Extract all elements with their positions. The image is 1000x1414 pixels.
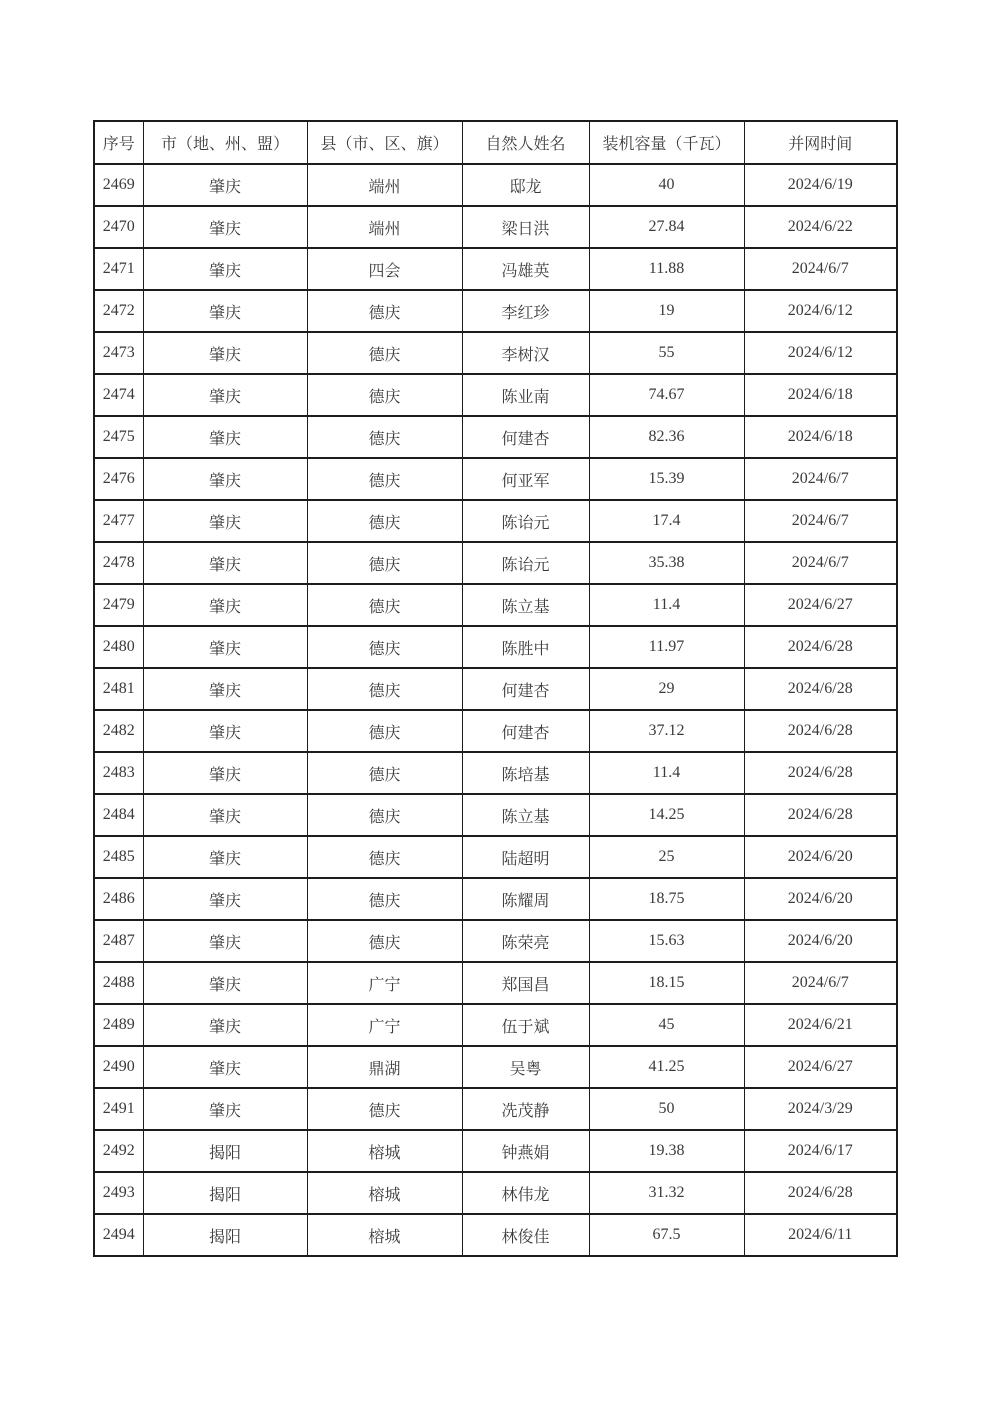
table-row — [94, 1214, 897, 1256]
table-cell: 德庆 — [307, 584, 462, 626]
table-cell: 17.4 — [589, 500, 744, 542]
table-row — [94, 248, 897, 290]
table-cell: 2485 — [94, 836, 143, 878]
table-cell: 德庆 — [307, 626, 462, 668]
table-cell: 肇庆 — [143, 836, 307, 878]
table-cell: 2024/6/19 — [744, 164, 897, 206]
table-cell: 2024/6/20 — [744, 920, 897, 962]
col-header-person-name: 自然人姓名 — [462, 121, 589, 164]
table-row — [94, 332, 897, 374]
table-cell: 鼎湖 — [307, 1046, 462, 1088]
table-cell: 2024/6/7 — [744, 500, 897, 542]
table-cell: 2024/6/12 — [744, 332, 897, 374]
table-cell: 2491 — [94, 1088, 143, 1130]
table-cell: 德庆 — [307, 710, 462, 752]
table-cell: 吴粤 — [462, 1046, 589, 1088]
table-cell: 74.67 — [589, 374, 744, 416]
table-cell: 29 — [589, 668, 744, 710]
table-cell: 67.5 — [589, 1214, 744, 1256]
table-row — [94, 500, 897, 542]
table-cell: 2476 — [94, 458, 143, 500]
header-row — [94, 121, 897, 164]
table-row — [94, 962, 897, 1004]
table-cell: 11.88 — [589, 248, 744, 290]
table-cell: 2024/6/28 — [744, 794, 897, 836]
table-body — [94, 164, 897, 1256]
table-row — [94, 206, 897, 248]
table-cell: 端州 — [307, 206, 462, 248]
table-cell: 端州 — [307, 164, 462, 206]
table-cell: 郑国昌 — [462, 962, 589, 1004]
table-cell: 德庆 — [307, 458, 462, 500]
table-cell: 2024/6/18 — [744, 374, 897, 416]
table-cell: 2490 — [94, 1046, 143, 1088]
table-cell: 2492 — [94, 1130, 143, 1172]
table-cell: 2493 — [94, 1172, 143, 1214]
table-cell: 肇庆 — [143, 668, 307, 710]
table-cell: 2024/6/28 — [744, 752, 897, 794]
table-cell: 19.38 — [589, 1130, 744, 1172]
table-row — [94, 458, 897, 500]
table-row — [94, 542, 897, 584]
table-row — [94, 584, 897, 626]
table-cell: 陈荣亮 — [462, 920, 589, 962]
table-cell: 德庆 — [307, 542, 462, 584]
table-cell: 陈立基 — [462, 584, 589, 626]
table-cell: 2494 — [94, 1214, 143, 1256]
table-cell: 肇庆 — [143, 206, 307, 248]
table-cell: 陈诒元 — [462, 500, 589, 542]
table-cell: 2475 — [94, 416, 143, 458]
table-row — [94, 164, 897, 206]
table-row — [94, 920, 897, 962]
table-cell: 德庆 — [307, 290, 462, 332]
table-cell: 冼茂静 — [462, 1088, 589, 1130]
table-cell: 11.97 — [589, 626, 744, 668]
table-cell: 陈立基 — [462, 794, 589, 836]
table-cell: 肇庆 — [143, 248, 307, 290]
table-cell: 15.63 — [589, 920, 744, 962]
table-cell: 揭阳 — [143, 1172, 307, 1214]
table-cell: 2024/6/7 — [744, 458, 897, 500]
table-row — [94, 416, 897, 458]
col-header-index: 序号 — [94, 121, 143, 164]
table-cell: 德庆 — [307, 416, 462, 458]
table-cell: 2024/6/28 — [744, 1172, 897, 1214]
table-row — [94, 1004, 897, 1046]
table-cell: 2488 — [94, 962, 143, 1004]
table-cell: 19 — [589, 290, 744, 332]
table-cell: 2024/6/27 — [744, 584, 897, 626]
col-header-city: 市（地、州、盟） — [143, 121, 307, 164]
table-row — [94, 668, 897, 710]
table-cell: 肇庆 — [143, 164, 307, 206]
table-row — [94, 878, 897, 920]
table-cell: 2024/6/7 — [744, 248, 897, 290]
table-cell: 40 — [589, 164, 744, 206]
table-cell: 2484 — [94, 794, 143, 836]
table-cell: 揭阳 — [143, 1130, 307, 1172]
table-cell: 德庆 — [307, 668, 462, 710]
table-cell: 德庆 — [307, 878, 462, 920]
table-cell: 林俊佳 — [462, 1214, 589, 1256]
table-cell: 45 — [589, 1004, 744, 1046]
table-cell: 2024/3/29 — [744, 1088, 897, 1130]
table-cell: 25 — [589, 836, 744, 878]
col-header-county: 县（市、区、旗） — [307, 121, 462, 164]
table-cell: 德庆 — [307, 920, 462, 962]
table-row — [94, 1088, 897, 1130]
table-row — [94, 1130, 897, 1172]
table-row — [94, 290, 897, 332]
table-cell: 钟燕娟 — [462, 1130, 589, 1172]
table-cell: 2473 — [94, 332, 143, 374]
table-cell: 陈胜中 — [462, 626, 589, 668]
table-cell: 2480 — [94, 626, 143, 668]
table-cell: 82.36 — [589, 416, 744, 458]
table-cell: 广宁 — [307, 962, 462, 1004]
table-cell: 肇庆 — [143, 500, 307, 542]
table-cell: 何建杏 — [462, 710, 589, 752]
table-cell: 德庆 — [307, 374, 462, 416]
table-cell: 50 — [589, 1088, 744, 1130]
table-cell: 德庆 — [307, 794, 462, 836]
table-cell: 2481 — [94, 668, 143, 710]
table-cell: 德庆 — [307, 1088, 462, 1130]
table-cell: 2024/6/17 — [744, 1130, 897, 1172]
table-cell: 陈培基 — [462, 752, 589, 794]
table-cell: 肇庆 — [143, 710, 307, 752]
table-cell: 肇庆 — [143, 374, 307, 416]
table-cell: 榕城 — [307, 1172, 462, 1214]
table-cell: 德庆 — [307, 500, 462, 542]
table-cell: 2024/6/7 — [744, 542, 897, 584]
table-cell: 27.84 — [589, 206, 744, 248]
table-cell: 2482 — [94, 710, 143, 752]
table-cell: 2024/6/18 — [744, 416, 897, 458]
table-cell: 2479 — [94, 584, 143, 626]
table-cell: 肇庆 — [143, 332, 307, 374]
table-cell: 肇庆 — [143, 794, 307, 836]
table-cell: 肇庆 — [143, 584, 307, 626]
table-cell: 冯雄英 — [462, 248, 589, 290]
table-cell: 肇庆 — [143, 458, 307, 500]
table-cell: 35.38 — [589, 542, 744, 584]
table-cell: 14.25 — [589, 794, 744, 836]
table-cell: 林伟龙 — [462, 1172, 589, 1214]
table-cell: 18.75 — [589, 878, 744, 920]
table-cell: 2024/6/7 — [744, 962, 897, 1004]
table-cell: 肇庆 — [143, 878, 307, 920]
table-cell: 何建杏 — [462, 416, 589, 458]
table-cell: 肇庆 — [143, 1046, 307, 1088]
table-cell: 2024/6/28 — [744, 626, 897, 668]
table-cell: 陈诒元 — [462, 542, 589, 584]
table-cell: 18.15 — [589, 962, 744, 1004]
table-cell: 2487 — [94, 920, 143, 962]
table-cell: 2024/6/28 — [744, 668, 897, 710]
table-cell: 2024/6/20 — [744, 836, 897, 878]
col-header-grid-date: 并网时间 — [744, 121, 897, 164]
table-row — [94, 374, 897, 416]
table-cell: 2469 — [94, 164, 143, 206]
table-cell: 李树汉 — [462, 332, 589, 374]
table-cell: 肇庆 — [143, 290, 307, 332]
table-row — [94, 1172, 897, 1214]
table-cell: 肇庆 — [143, 962, 307, 1004]
table-cell: 德庆 — [307, 752, 462, 794]
table-cell: 梁日洪 — [462, 206, 589, 248]
table-cell: 广宁 — [307, 1004, 462, 1046]
grid-connection-table — [93, 120, 898, 1257]
table-cell: 2489 — [94, 1004, 143, 1046]
table-cell: 陈业南 — [462, 374, 589, 416]
table-cell: 肇庆 — [143, 920, 307, 962]
table-cell: 陈耀周 — [462, 878, 589, 920]
table-cell: 2470 — [94, 206, 143, 248]
table-cell: 2024/6/22 — [744, 206, 897, 248]
table-cell: 2486 — [94, 878, 143, 920]
table-row — [94, 836, 897, 878]
table-cell: 肇庆 — [143, 1004, 307, 1046]
table-cell: 2477 — [94, 500, 143, 542]
table-cell: 2478 — [94, 542, 143, 584]
col-header-capacity: 装机容量（千瓦） — [589, 121, 744, 164]
table-row — [94, 752, 897, 794]
table-cell: 2471 — [94, 248, 143, 290]
table-cell: 31.32 — [589, 1172, 744, 1214]
table-cell: 2024/6/12 — [744, 290, 897, 332]
table-cell: 2024/6/20 — [744, 878, 897, 920]
table-cell: 55 — [589, 332, 744, 374]
table-cell: 2474 — [94, 374, 143, 416]
table-cell: 11.4 — [589, 584, 744, 626]
table-cell: 肇庆 — [143, 416, 307, 458]
table-cell: 陆超明 — [462, 836, 589, 878]
table-cell: 2024/6/27 — [744, 1046, 897, 1088]
table-cell: 揭阳 — [143, 1214, 307, 1256]
table-cell: 2024/6/11 — [744, 1214, 897, 1256]
table-cell: 何建杏 — [462, 668, 589, 710]
table-cell: 2472 — [94, 290, 143, 332]
table-cell: 四会 — [307, 248, 462, 290]
table-cell: 肇庆 — [143, 542, 307, 584]
table-cell: 11.4 — [589, 752, 744, 794]
table-cell: 榕城 — [307, 1130, 462, 1172]
table-cell: 李红珍 — [462, 290, 589, 332]
table-cell: 邸龙 — [462, 164, 589, 206]
table-cell: 15.39 — [589, 458, 744, 500]
table-cell: 何亚军 — [462, 458, 589, 500]
table-row — [94, 1046, 897, 1088]
table-cell: 肇庆 — [143, 752, 307, 794]
table-cell: 榕城 — [307, 1214, 462, 1256]
table-row — [94, 710, 897, 752]
table-cell: 2024/6/21 — [744, 1004, 897, 1046]
table-cell: 肇庆 — [143, 1088, 307, 1130]
table-cell: 2024/6/28 — [744, 710, 897, 752]
table-row — [94, 794, 897, 836]
table-cell: 2483 — [94, 752, 143, 794]
table-cell: 德庆 — [307, 836, 462, 878]
table-cell: 伍于斌 — [462, 1004, 589, 1046]
table-cell: 37.12 — [589, 710, 744, 752]
table-row — [94, 626, 897, 668]
table-cell: 德庆 — [307, 332, 462, 374]
table-cell: 肇庆 — [143, 626, 307, 668]
table-cell: 41.25 — [589, 1046, 744, 1088]
